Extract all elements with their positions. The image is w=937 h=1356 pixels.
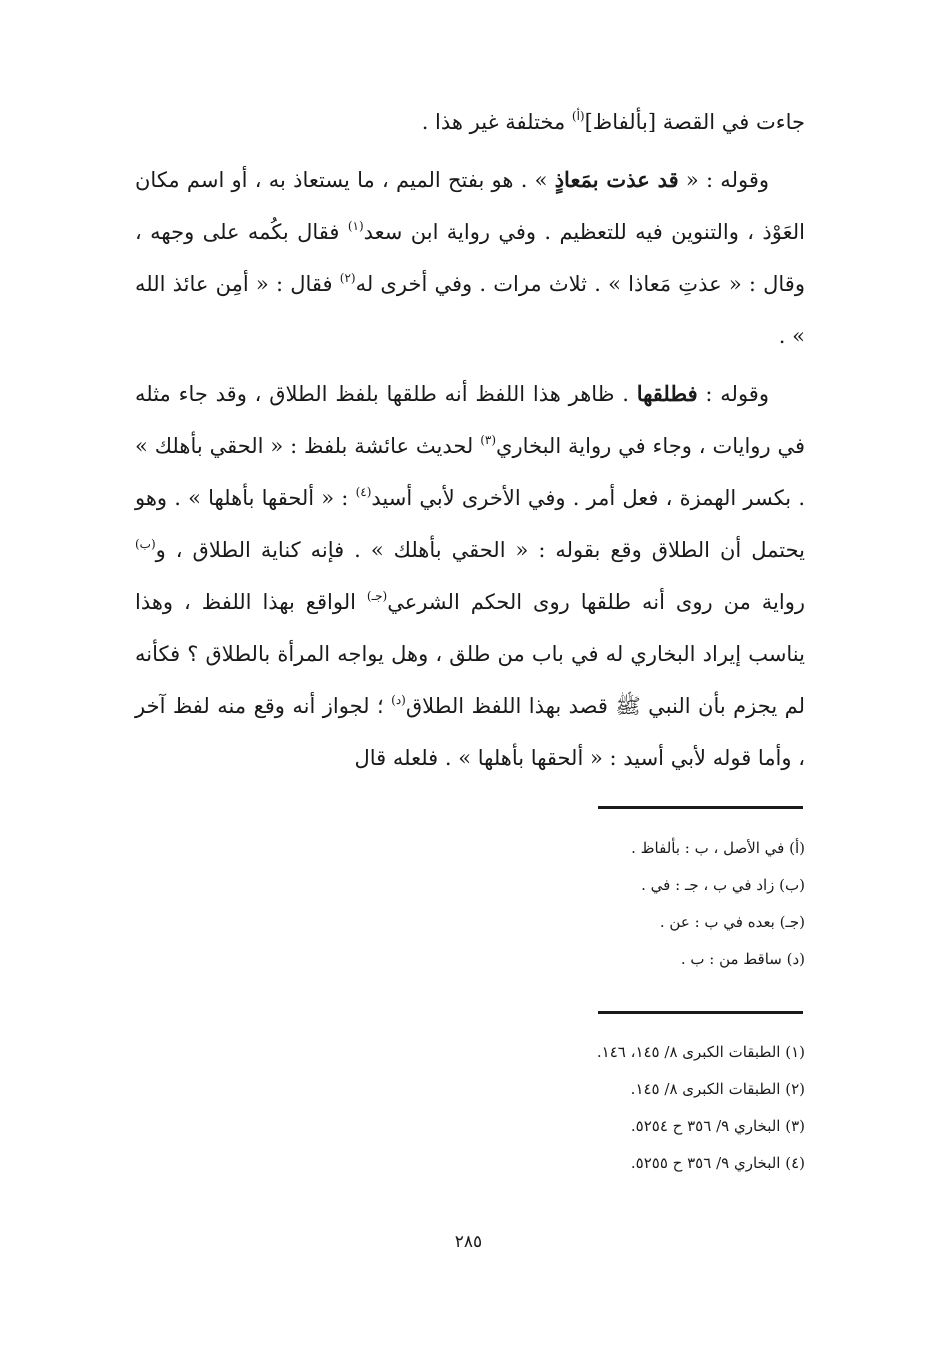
- footnote-marker: (ب): [135, 537, 156, 551]
- footnote-marker: (٣): [480, 433, 497, 447]
- paragraph-tallaqaha: [135, 368, 805, 784]
- text-run: » . هو بفتح الميم ، ما يستعاذ به ، أو اسم مكان العَوْذ ، والتنوين فيه للتعظيم . وفي رواية ابن سعد: [135, 168, 805, 244]
- text-run: وقوله :: [697, 382, 769, 406]
- footnote-marker: (١): [347, 219, 364, 233]
- text-run: فقال : « أمِن عائذ الله » .: [135, 272, 805, 348]
- footnote-divider-variants: [598, 806, 803, 809]
- variant-note: (جـ) بعده في ب : عن .: [659, 913, 805, 931]
- text-run: لحديث عائشة بلفظ : « الحقي بأهلك » . بكسر الهمزة ، فعل أمر . وفي الأخرى لأبي أسيد: [135, 434, 805, 510]
- paragraph-maadh: [135, 154, 805, 362]
- text-run: رواية من روى أنه طلقها روى الحكم الشرعي: [387, 590, 806, 614]
- text-run: وقوله : «: [678, 168, 769, 192]
- variant-footnotes: [420, 830, 805, 978]
- main-text: [135, 96, 805, 790]
- footnote-divider-sources: [598, 1011, 803, 1014]
- text-run: : « ألحقها بأهلها » . وهو يحتمل أن الطلاق وقع بقوله : « الحقي بأهلك » . فإنه كناية الطلاق ، و: [135, 486, 805, 562]
- variant-note: (ب) زاد في ب ، جـ : في .: [641, 876, 805, 894]
- source-footnotes: [420, 1034, 805, 1182]
- footnote-marker: (جـ): [366, 589, 388, 603]
- text-run: جاءت في القصة [بألفاظ]: [584, 110, 805, 134]
- text-run: فقال بكُمه على وجهه ، وقال : « عذتِ مَعاذا » . ثلاث مرات . وفي أخرى له: [135, 220, 805, 296]
- text-run: مختلفة غير هذا .: [421, 110, 572, 134]
- text-run: الواقع بهذا اللفظ ، وهذا يناسب إيراد البخاري له في باب من طلق ، وهل يواجه المرأة بالطلاق ؟ فكأنه لم يجزم بأن النبي ﷺ قصد بهذا اللفظ الطلاق: [135, 590, 805, 718]
- source-note: (٣) البخاري ٩/ ٣٥٦ ح ٥٢٥٤.: [630, 1117, 805, 1135]
- footnote-marker: (٤): [355, 485, 372, 499]
- variant-note: (أ) في الأصل ، ب : بألفاظ .: [631, 839, 805, 857]
- source-note: (٤) البخاري ٩/ ٣٥٦ ح ٥٢٥٥.: [630, 1154, 805, 1172]
- variant-note: (د) ساقط من : ب .: [680, 950, 805, 968]
- quoted-phrase: فطلقها: [636, 381, 698, 406]
- footnote-marker: (أ): [571, 109, 585, 123]
- text-run: ؛ لجواز أنه وقع منه لفظ آخر ، وأما قوله لأبي أسيد : « ألحقها بأهلها » . فلعله قال: [135, 694, 805, 770]
- paragraph-continuation: [135, 96, 805, 148]
- page-number: ٢٨٥: [454, 1232, 483, 1252]
- text-run: . ظاهر هذا اللفظ أنه طلقها بلفظ الطلاق ، وقد جاء مثله في روايات ، وجاء في رواية البخاري: [135, 382, 805, 458]
- source-note: (١) الطبقات الكبرى ٨/ ١٤٥، ١٤٦.: [596, 1043, 805, 1061]
- footnote-marker: (٢): [339, 271, 356, 285]
- footnote-marker: (د): [391, 693, 406, 707]
- quoted-phrase: قد عذت بمَعاذٍ: [554, 167, 679, 192]
- source-note: (٢) الطبقات الكبرى ٨/ ١٤٥.: [630, 1080, 805, 1098]
